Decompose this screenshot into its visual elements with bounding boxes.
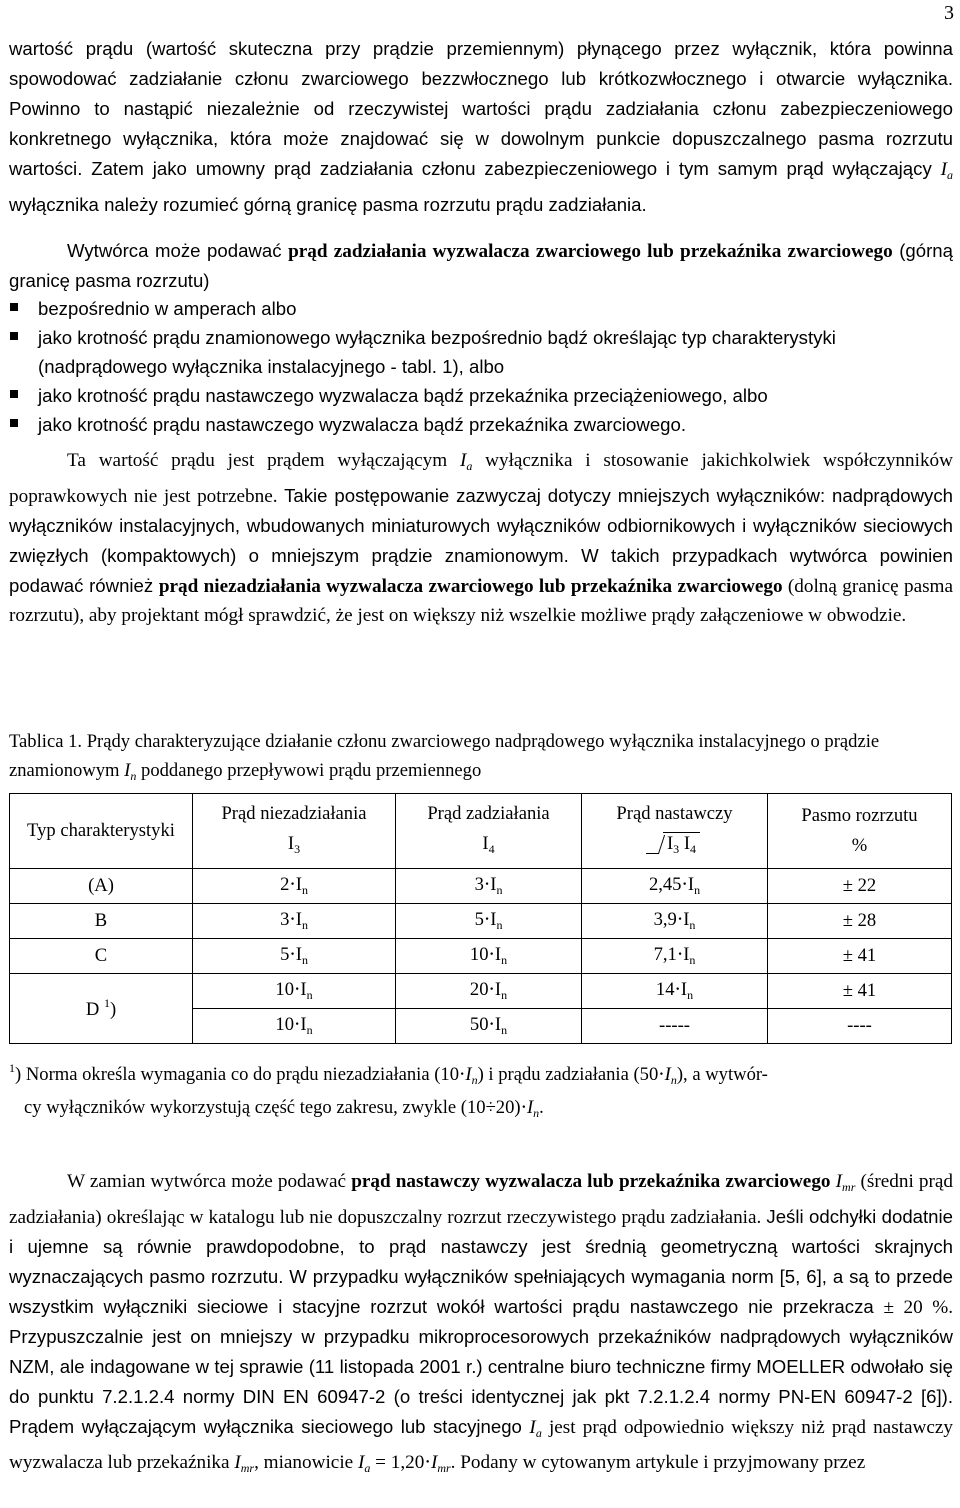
- header-nonoperating-current: Prąd niezadziałania $I_3$: [193, 794, 396, 869]
- paragraph-text: Wytwórca może podawać: [67, 240, 289, 261]
- cell-spread: ----: [768, 1009, 952, 1044]
- cell-op: $5\cdot I_n$: [396, 904, 582, 939]
- paragraph-setting-current: W zamian wytwórca może podawać prąd nastawczy wyzwalacza lub przekaźnika zwarciowego $I_{mr}$ (średni prąd zadziałania) określając w katalogu lub nie dopuszczalny rozrzut rzeczywistego prądu zadziałania. Jeśli odchyłki dodatnie i ujemne są równie prawdopodobne, to prąd nastawczy jest średnią geometryczną wartości skrajnych wyznaczających pasmo rozrzutu. W przypadku wyłączników spełniających wymagania norm [5, 6], a są to przede wszystkim wyłączniki sieciowe i stacyjne rozrzut wokół wartości prądu nastawczego nie przekracza ± 20 %. Przypuszczalnie jest on mniejszy w przypadku mikroprocesorowych przekaźników nadprądowych wyłączników NZM, ale indagowane w tej sprawie (11 listopada 2001 r.) centralne biuro techniczne firmy MOELLER odwołało się do punktu 7.2.1.2.4 normy DIN EN 60947-2 (o treści identycznej jak pkt 7.2.1.2.4 normy PN-EN 60947-2 [6]). Prądem wyłączającym wyłącznika sieciowego lub stacyjnego $I_a$ jest prąd odpowiednio większy niż prąd nastawczy wyzwalacza lub przekaźnika $I_{mr}$, mianowicie $I_a = 1,20\cdot I_{mr}$. Podany w cytowanym artykule i przyjmowany przez: [9, 1171, 954, 1475]
- list-item-text: bezpośrednio w amperach albo: [38, 298, 297, 319]
- cell-op: $20\cdot I_n$: [396, 974, 582, 1009]
- cell-type: D $^1$): [10, 974, 193, 1044]
- table-row: [10, 974, 952, 1009]
- cell-setting: $7,1\cdot I_n$: [582, 939, 768, 974]
- cell-type: C: [10, 939, 193, 974]
- list-item: [9, 410, 953, 439]
- paragraph-text: wyłącznika należy rozumieć górną granicę pasma rozrzutu prądu zadziałania.: [9, 194, 647, 215]
- paragraph-definition: [9, 34, 953, 220]
- table-caption: [9, 727, 953, 791]
- list-item: [9, 381, 953, 410]
- cell-nonop: $2\cdot I_n$: [193, 869, 396, 904]
- bullet-icon: [10, 390, 18, 398]
- bold-term: prąd zadziałania wyzwalacza zwarciowego lub przekaźnika zwarciowego: [288, 241, 893, 262]
- cell-setting: $14\cdot I_n$: [582, 974, 768, 1009]
- current-subscript: n: [130, 769, 137, 783]
- bullet-icon: [10, 332, 18, 340]
- cell-nonop: $10\cdot I_n$: [193, 1009, 396, 1044]
- cell-spread: ± 41: [768, 939, 952, 974]
- current-symbol: I: [459, 450, 467, 471]
- table-row: [10, 869, 952, 904]
- characteristics-table: [9, 793, 952, 1044]
- cell-spread: ± 22: [768, 869, 952, 904]
- header-setting-current: Prąd nastawczy $I_3$ $I_4$: [582, 794, 768, 869]
- cell-nonop: $5\cdot I_n$: [193, 939, 396, 974]
- paragraph-text: wartość prądu (wartość skuteczna przy prądzie przemiennym) płynącego przez wyłącznik, która powinna spowodować zadziałanie członu zwarciowego bezzwłocznego lub krótkozwłocznego i otwarcie wyłącznika. Powinno to nastąpić niezależnie od rzeczywistej wartości prądu zadziałania członu zabezpieczeniowego konkretnego wyłącznika, która może znajdować się w dowolnym punkcie dopuszczalnego pasma rozrzutu wartości. Zatem jako umowny prąd zadziałania członu zabezpieczeniowego i tym samym prąd wyłączający: [9, 38, 953, 179]
- table-row: [10, 939, 952, 974]
- cell-setting: -----: [582, 1009, 768, 1044]
- cell-nonop: $10\cdot I_n$: [193, 974, 396, 1009]
- paragraph-text: wyłącznika i stosowanie jakichkolwiek współczynników poprawkowych nie jest potrzebne.: [9, 450, 953, 507]
- caption-text: poddanego przepływowi prądu przemiennego: [136, 760, 482, 781]
- cell-spread: ± 41: [768, 974, 952, 1009]
- list-item-text: jako krotność prądu nastawczego wyzwalacza bądź przekaźnika przeciążeniowego, albo: [38, 385, 768, 406]
- paragraph-text: Takie postępowanie zazwyczaj dotyczy mniejszych wyłączników: nadprądowych wyłączników instalacyjnych, wbudowanych miniaturowych wyłączników odbiornikowych i wyłączników sieciowych zwięzłych (kompaktowych) o mniejszym prądzie znamionowym. W takich przypadkach wytwórca powinien podawać również: [9, 485, 953, 596]
- current-symbol: I: [940, 159, 947, 180]
- list-item: [9, 294, 953, 323]
- cell-setting: $3,9\cdot I_n$: [582, 904, 768, 939]
- cell-spread: ± 28: [768, 904, 952, 939]
- bullet-icon: [10, 303, 18, 311]
- bullet-list: [9, 294, 953, 439]
- table-row: [10, 904, 952, 939]
- header-type: Typ charakterystyki: [10, 794, 193, 869]
- caption-text: Tablica 1. Prądy charakteryzujące działanie członu zwarciowego nadprądowego wyłącznika instalacyjnego o prądzie znamionowym: [9, 731, 880, 781]
- table-footnote: $^1$) Norma określa wymagania co do prądu niezadziałania $(10\cdot I_n)$ i prądu zadziałania $(50\cdot I_n)$, a wytwór- cy wyłączników wykorzystują część tego zakresu, zwykle $(10\div 20)\cdot I_n$.: [9, 1061, 768, 1120]
- cell-op: $50\cdot I_n$: [396, 1009, 582, 1044]
- current-symbol: I: [124, 760, 131, 781]
- cell-op: $10\cdot I_n$: [396, 939, 582, 974]
- bold-term: prąd niezadziałania wyzwalacza zwarciowego lub przekaźnika zwarciowego: [158, 576, 783, 597]
- list-item-text: jako krotność prądu nastawczego wyzwalacza bądź przekaźnika zwarciowego.: [38, 414, 687, 435]
- list-item: [9, 323, 953, 381]
- current-subscript: a: [947, 168, 953, 182]
- paragraph-text: Ta wartość prądu jest prądem wyłączającym: [67, 450, 460, 471]
- cell-type: B: [10, 904, 193, 939]
- paragraph-breaking-current: [9, 446, 953, 630]
- current-subscript: a: [466, 459, 473, 473]
- cell-nonop: $3\cdot I_n$: [193, 904, 396, 939]
- page-number: 3: [944, 2, 954, 24]
- cell-op: $3\cdot I_n$: [396, 869, 582, 904]
- bullet-icon: [10, 419, 18, 427]
- cell-setting: $2,45\cdot I_n$: [582, 869, 768, 904]
- header-spread: Pasmo rozrzutu %: [768, 794, 952, 869]
- table-header-row: [10, 794, 952, 869]
- cell-type: (A): [10, 869, 193, 904]
- square-root-icon: $I_3$ $I_4$: [649, 829, 700, 864]
- list-item-text: jako krotność prądu znamionowego wyłącznika bezpośrednio bądź określając typ charakterystyki (nadprądowego wyłącznika instalacyjnego - tabl. 1), albo: [38, 327, 836, 377]
- header-operating-current: Prąd zadziałania $I_4$: [396, 794, 582, 869]
- paragraph-text: (dolną granicę pasma rozrzutu), aby projektant mógł sprawdzić, że jest on większy niż wszelkie możliwe prądy załączeniowe w obwodzie.: [9, 576, 953, 626]
- paragraph-text: (górną granicę pasma rozrzutu): [9, 240, 953, 291]
- paragraph-manufacturer: [9, 236, 953, 295]
